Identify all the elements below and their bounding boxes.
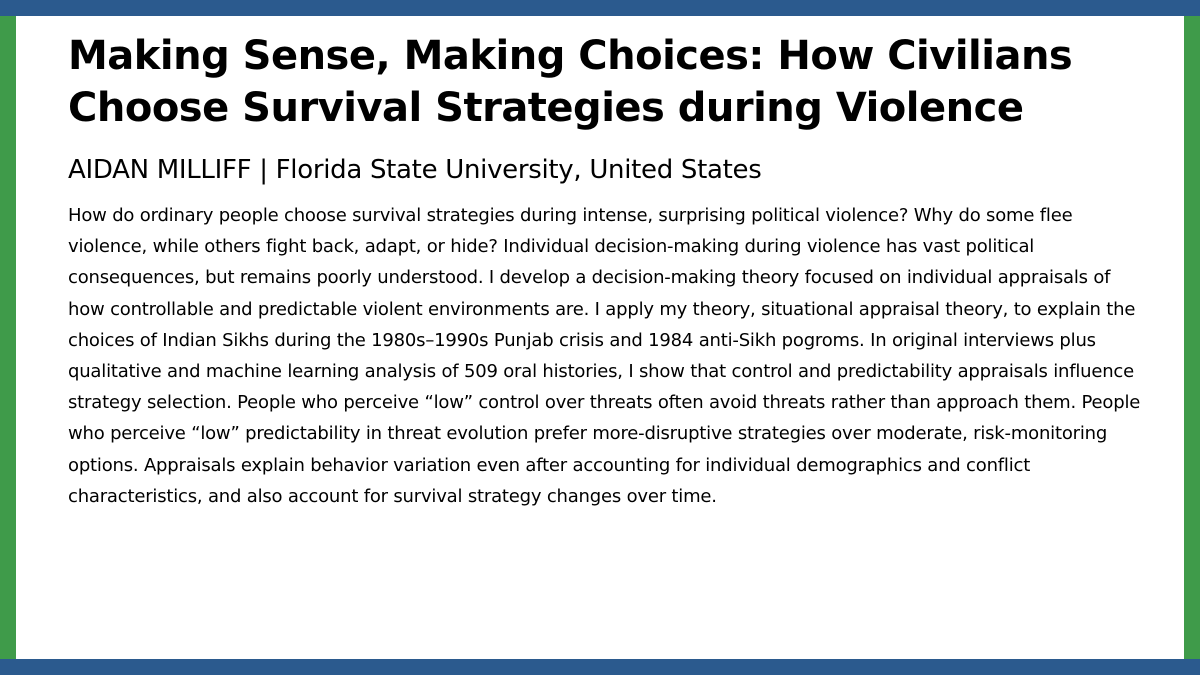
author-affiliation: AIDAN MILLIFF | Florida State University, United States xyxy=(68,155,762,185)
article-summary xyxy=(68,30,1148,512)
bottom-border xyxy=(0,659,1200,675)
article-title: Making Sense, Making Choices: How Civilians Choose Survival Strategies during Violence xyxy=(68,33,1073,131)
left-border xyxy=(0,16,16,659)
right-border xyxy=(1184,16,1200,659)
abstract-text: How do ordinary people choose survival strategies during intense, surprising political violence? Why do some flee violence, while others fight back, adapt, or hide? Individual decision-making during violence has vast political consequences, but remains poorly understood. I develop a decision-making theory focused on individual appraisals of how controllable and predictable violent environments are. I apply my theory, situational appraisal theory, to explain the choices of Indian Sikhs during the 1980s–1990s Punjab crisis and 1984 anti-Sikh pogroms. In original interviews plus qualitative and machine learning analysis of 509 oral histories, I show that control and predictability appraisals influence strategy selection. People who perceive “low” control over threats often avoid threats rather than approach them. People who perceive “low” predictability in threat evolution prefer more-disruptive strategies over moderate, risk-monitoring options. Appraisals explain behavior variation even after accounting for individual demographics and conflict characteristics, and also account for survival strategy changes over time. xyxy=(68,205,1141,507)
top-border xyxy=(0,0,1200,16)
